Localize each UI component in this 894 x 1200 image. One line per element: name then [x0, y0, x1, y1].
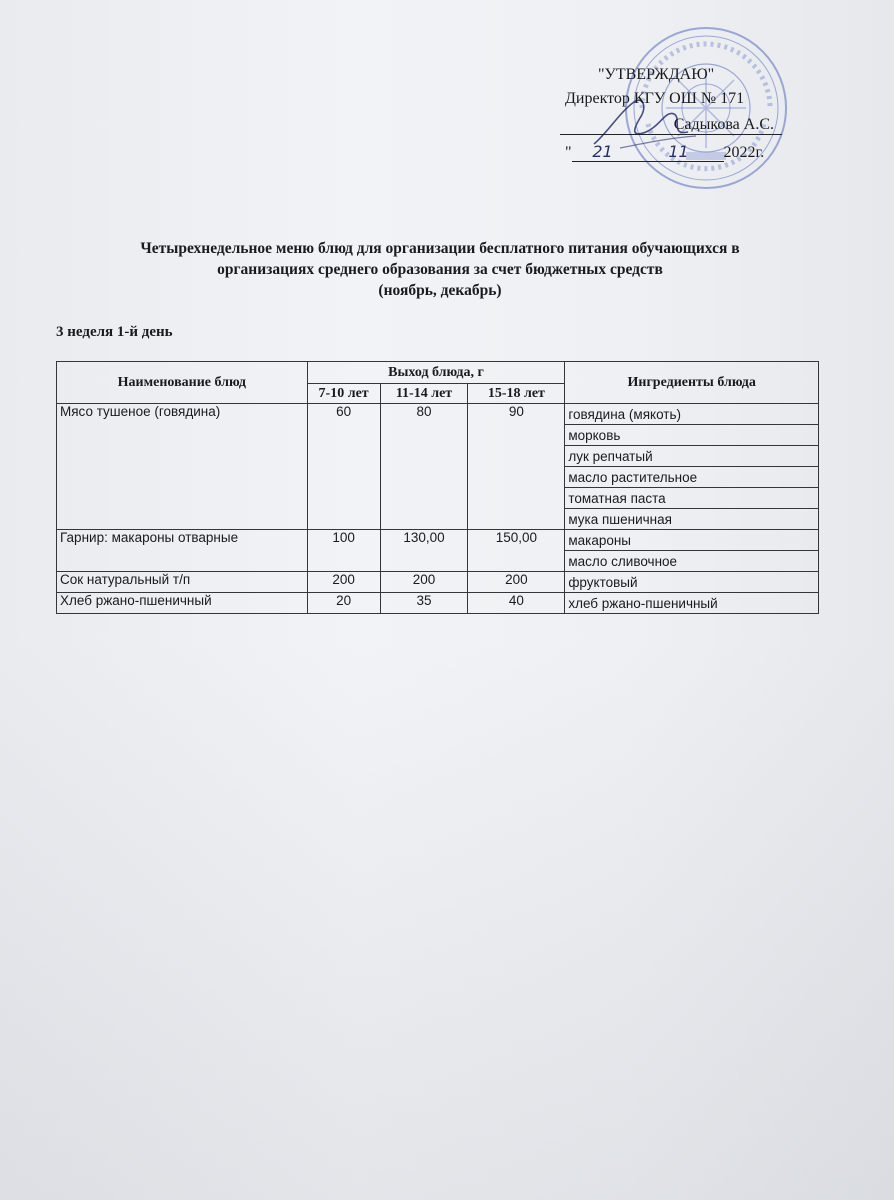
title-line-2: организациях среднего образования за счет бюджетных средств	[217, 261, 663, 278]
header-age-15-18: 15-18 лет	[468, 384, 565, 404]
yield-7-10: 20	[307, 593, 380, 614]
dish-name: Хлеб ржано-пшеничный	[57, 593, 308, 614]
date-quote: "	[565, 144, 572, 161]
header-yield: Выход блюда, г	[307, 362, 565, 384]
table-row	[57, 572, 819, 593]
yield-15-18: 200	[468, 572, 565, 593]
yield-15-18: 150,00	[468, 530, 565, 572]
header-age-7-10: 7-10 лет	[307, 384, 380, 404]
ingredient-cell: масло сливочное	[565, 551, 819, 572]
approval-role: Директор КГУ ОШ № 171	[565, 90, 745, 107]
yield-7-10: 200	[307, 572, 380, 593]
yield-7-10: 60	[307, 404, 380, 530]
title-line-1: Четырехнедельное меню блюд для организации бесплатного питания обучающихся в	[140, 240, 740, 257]
dish-name: Сок натуральный т/п	[57, 572, 308, 593]
yield-11-14: 130,00	[380, 530, 468, 572]
ingredient-cell: макароны	[565, 530, 819, 551]
table-row	[57, 530, 819, 551]
menu-table	[56, 361, 819, 614]
approval-date	[565, 142, 764, 162]
ingredient-cell: хлеб ржано-пшеничный	[565, 593, 819, 614]
dish-name: Мясо тушеное (говядина)	[57, 404, 308, 530]
ingredient-cell: томатная паста	[565, 488, 819, 509]
header-dish: Наименование блюд	[57, 362, 308, 404]
yield-15-18: 40	[468, 593, 565, 614]
ingredient-cell: мука пшеничная	[565, 509, 819, 530]
yield-11-14: 80	[380, 404, 468, 530]
document-title	[40, 238, 840, 301]
date-month: 11	[634, 142, 724, 162]
date-year: 2022г.	[723, 144, 765, 161]
approval-name: Садыкова А.С.	[560, 116, 782, 135]
ingredient-cell: говядина (мякоть)	[565, 404, 819, 425]
yield-15-18: 90	[468, 404, 565, 530]
yield-7-10: 100	[307, 530, 380, 572]
ingredient-cell: лук репчатый	[565, 446, 819, 467]
approval-title: "УТВЕРЖДАЮ"	[598, 66, 715, 83]
yield-11-14: 35	[380, 593, 468, 614]
header-age-11-14: 11-14 лет	[380, 384, 468, 404]
ingredient-cell: морковь	[565, 425, 819, 446]
dish-name: Гарнир: макароны отварные	[57, 530, 308, 572]
ingredient-cell: масло растительное	[565, 467, 819, 488]
date-day: 21	[572, 142, 634, 162]
table-row	[57, 593, 819, 614]
title-period: (ноябрь, декабрь)	[378, 282, 502, 299]
yield-11-14: 200	[380, 572, 468, 593]
header-ingredients: Ингредиенты блюда	[565, 362, 819, 404]
ingredient-cell: фруктовый	[565, 572, 819, 593]
table-row	[57, 404, 819, 425]
week-day-label: 3 неделя 1-й день	[56, 324, 173, 340]
